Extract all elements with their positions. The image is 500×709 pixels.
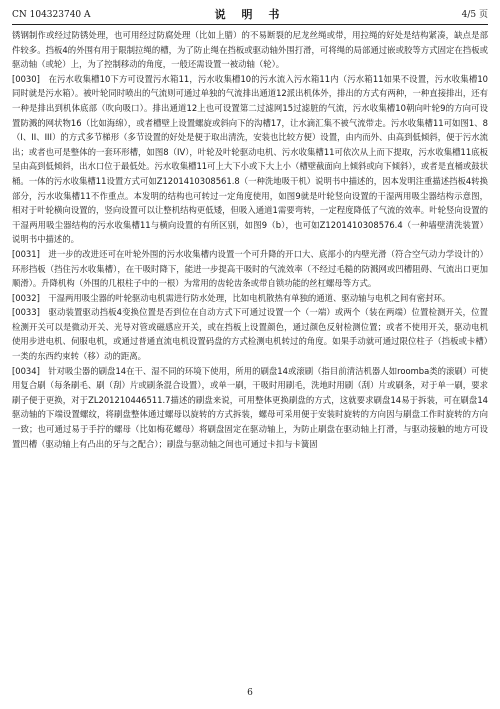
paragraph-0033: [0033] 驱动装置驱动挡板4变换位置是否到位在自动方式下可通过设置一个（一端）或两个（装在两端）位置检测开关，位置检测开关可以是微动开关、光导对管或磁感应开关，或在挡板上设置颜色，通过颜色反射检测位置；或者不使用开关，驱动电机使用步进电机、伺服电机，或通过普通直流电机设置码盘的方式检测电机转过的角度。如果手动就可通过限位柱子（挡板或卡槽）一类的东西约束转（移）动的距离。 — [12, 307, 488, 362]
page-indicator: 4/5 页 — [461, 10, 488, 20]
page-footer — [0, 688, 500, 698]
page-header — [12, 6, 488, 25]
page-number: 6 — [247, 688, 253, 698]
document-title: 说 明 书 — [214, 8, 286, 21]
document-body — [12, 28, 488, 684]
paragraph-continued: 锈钢制作或经过防锈处理，也可用经过防腐处理（比如上腊）的不易断裂的尼龙丝绳或带，用拉绳的好处是结构紧凑，缺点是部件较多。挡板4的外围有用于限制拉绳的槽，为了防止绳在挡板或驱动轴外围打滑，可将绳的局部通过嵌或胶等方式固定在挡板或驱动轴（或轮）上，为了控制移动的角度，一般还需设置一被动轴（轮）。 — [12, 30, 488, 70]
paragraph-0034: [0034] 针对吸尘器的刷盘14在干、湿不同的环境下使用，所用的刷盘14或滚刷（指目前清洁机器人如roomba类的滚刷）可使用复合刷（每条刷毛、刷（刮）片或刷条混合设置），或单一刷，干吸时用刷毛，洗地时用刷（刮）片或刷条，对于单一刷，要求刷子便于更换，对于ZL201210446511.7描述的刷盘来说，可用整体更换刷盘的方式，这就要求刷盘14易于拆装，可在刷盘14驱动轴的下端设置螺纹，将刷盘整体通过螺母以旋转的方式拆装，螺母可采用便于安装时旋转的方向因与刷盘工作时旋转的方向一致；也可通过易于手拧的螺母（比如梅花螺母）将刷盘固定在驱动轴上，为防止刷盘在驱动轴上打滑，与驱动接触的地方可设置凹槽（驱动轴上有凸出的牙与之配合）；刷盘与驱动轴之间也可通过卡扣与卡簧固 — [12, 365, 488, 449]
publication-number: CN 104323740 A — [12, 10, 91, 20]
paragraph-0030: [0030] 在污水收集槽10下方可设置污水箱11，污水收集槽10的污水流入污水箱11内（污水箱11如果不设置，污水收集槽10同时就是污水箱）。被叶轮同时喷出的气流则可通过单独的气流排出通道12派出机体外，排出的方式有两种，一种直接排出，还有一种是排出到机体底部（吹向吸口）。排出通道12上也可设置第二过滤网15过滤脏的气流，污水收集槽10朝向叶轮9的方向可设置防溅的网状物16（比如海绵），或者槽壁上设置螺旋或斜向下的沟槽17，让水滴汇集不被气流带走。污水收集槽11可如图1、8（I、II、III）的方式多节梯形（多节设置的好处是便于取出清洗，安装也比较方便）设置，由内而外、由高到低倾斜，便于污水流出；或者也可是整体的一套环形槽，如图8（IV），叶轮及叶轮驱动电机、污水收集槽11可依次从上而下提取，污水收集槽11底板呈由高到低倾斜，出水口位于最低处。污水收集槽11可上大下小或下大上小（槽壁截面向上倾斜或向下倾斜），或者是直桶或鼓状桶。一体的污水收集槽11设置方式可如Z1201410308561.8（一种洗地吸干机）说明书中描述的，因本发明注重描述挡板4转换部分，污水收集槽11不作重点。本发明的结构也可转过一定角度使用，如图9就是叶轮竖向设置的干湿两用吸尘器结构示意图，相对于叶轮横向设置的，竖向设置可以让整机结构更低矮，但吸入通道1需要弯转，一定程度降低了气流的效率。叶轮竖向设置的干湿两用吸尘器结构的污水收集槽11与横向设置的有所区别，如图9（b），也可如Z1201410308576.4（一种墙壁清洗装置）说明书中描述的。 — [12, 73, 488, 245]
paragraph-0032: [0032] 干湿两用吸尘器的叶轮驱动电机需进行防水处理，比如电机散热有单独的通道、驱动轴与电机之间有密封环。 — [12, 292, 451, 303]
paragraph-0031: [0031] 进一步的改进还可在叶轮外围的污水收集槽内设置一个可升降的开口大、底部小的内壁光滑（符合空气动力学设计的）环形挡板（挡住污水收集槽），在干吸时降下，能进一步提高干吸时的气流效率（不经过毛糙的防溅网或凹槽阻碍、气流出口更加顺滑）。升降机构（外围的几根柱子中的一根）为常用的齿轮齿条或带自锁功能的丝杠螺母等方式。 — [12, 248, 488, 289]
